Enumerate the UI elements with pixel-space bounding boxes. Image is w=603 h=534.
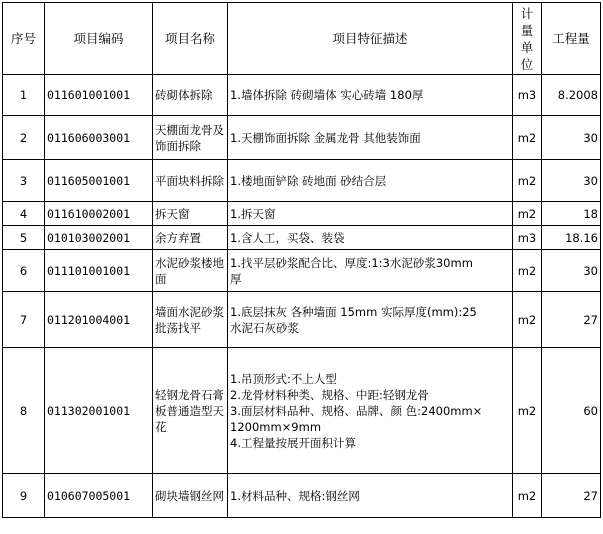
desc-line: 1.拆天窗 <box>230 206 276 221</box>
desc-line: 1.墙体拆除 砖砌墙体 实心砖墙 180厚 <box>230 88 424 102</box>
cell-name: 余方弃置 <box>153 226 228 250</box>
desc-line: 1.楼地面铲除 砖地面 砂结合层 <box>230 173 387 188</box>
cell-no: 4 <box>3 202 45 226</box>
cell-code: 011302001001 <box>45 348 153 474</box>
cell-name: 墙面水泥砂浆批荡找平 <box>153 292 228 348</box>
desc-line: 1.吊顶形式:不上人型 <box>230 371 337 386</box>
cell-qty: 60 <box>542 348 601 474</box>
cell-name: 水泥砂浆楼地面 <box>153 250 228 292</box>
header-name: 项目名称 <box>153 3 228 75</box>
cell-qty: 8.2008 <box>542 75 601 116</box>
cell-qty: 18 <box>542 202 601 226</box>
header-unit-line2: 单位 <box>520 39 534 72</box>
cell-desc <box>228 75 513 116</box>
desc-line: 2.龙骨材料种类、规格、中距:轻钢龙骨 <box>230 387 429 402</box>
header-no: 序号 <box>3 3 45 75</box>
cell-unit: m2 <box>513 348 542 474</box>
table-row <box>3 75 601 116</box>
header-unit <box>513 3 542 75</box>
desc-line: 1.材料品种、规格:钢丝网 <box>230 488 360 503</box>
table-row <box>3 116 601 160</box>
cell-desc <box>228 292 513 348</box>
table-row <box>3 226 601 250</box>
cell-no: 5 <box>3 226 45 250</box>
cell-qty: 30 <box>542 250 601 292</box>
header-desc: 项目特征描述 <box>228 3 513 75</box>
cell-unit: m2 <box>513 202 542 226</box>
cell-no: 8 <box>3 348 45 474</box>
cell-qty: 30 <box>542 160 601 202</box>
cell-code: 010607005001 <box>45 474 153 518</box>
bill-of-quantities-table <box>2 2 601 518</box>
cell-name: 天棚面龙骨及饰面拆除 <box>153 116 228 160</box>
cell-name: 轻钢龙骨石膏板普通造型天花 <box>153 348 228 474</box>
desc-line: 1.底层抹灰 各种墙面 15mm 实际厚度(mm):25 <box>230 304 477 319</box>
desc-line: 4.工程量按展开面积计算 <box>230 435 356 450</box>
desc-line: 1.天棚饰面拆除 金属龙骨 其他装饰面 <box>230 130 421 145</box>
table-row <box>3 250 601 292</box>
cell-desc <box>228 250 513 292</box>
cell-name: 拆天窗 <box>153 202 228 226</box>
desc-line: 厚 <box>230 271 242 286</box>
cell-unit: m2 <box>513 160 542 202</box>
table-row <box>3 474 601 518</box>
cell-no: 7 <box>3 292 45 348</box>
cell-name: 砌块墙钢丝网 <box>153 474 228 518</box>
desc-line: 水泥石灰砂浆 <box>230 320 299 335</box>
cell-unit: m2 <box>513 116 542 160</box>
table-row <box>3 202 601 226</box>
cell-unit: m2 <box>513 292 542 348</box>
cell-code: 011601001001 <box>45 75 153 116</box>
cell-no: 1 <box>3 75 45 116</box>
cell-desc <box>228 348 513 474</box>
table-row <box>3 348 601 474</box>
desc-line: 3.面层材料品种、规格、品牌、颜 色:2400mm× <box>230 403 483 418</box>
table-row <box>3 292 601 348</box>
cell-name: 砖砌体拆除 <box>153 75 228 116</box>
cell-qty: 18.16 <box>542 226 601 250</box>
desc-line: 1200mm×9mm <box>230 419 322 434</box>
cell-code: 011606003001 <box>45 116 153 160</box>
cell-name: 平面块料拆除 <box>153 160 228 202</box>
desc-line: 1.找平层砂浆配合比、厚度:1:3水泥砂浆30mm <box>230 255 473 270</box>
cell-desc <box>228 202 513 226</box>
cell-no: 6 <box>3 250 45 292</box>
desc-line: 1.含人工，买袋、装袋 <box>230 230 345 245</box>
cell-qty: 30 <box>542 116 601 160</box>
cell-desc <box>228 116 513 160</box>
cell-code: 010103002001 <box>45 226 153 250</box>
cell-desc <box>228 474 513 518</box>
cell-no: 2 <box>3 116 45 160</box>
cell-code: 011201004001 <box>45 292 153 348</box>
cell-desc <box>228 160 513 202</box>
cell-unit: m2 <box>513 474 542 518</box>
cell-unit: m3 <box>513 226 542 250</box>
header-code: 项目编码 <box>45 3 153 75</box>
cell-no: 9 <box>3 474 45 518</box>
cell-code: 011610002001 <box>45 202 153 226</box>
header-unit-line1: 计量 <box>520 5 534 38</box>
cell-unit: m3 <box>513 75 542 116</box>
header-qty: 工程量 <box>542 3 601 75</box>
table-row <box>3 160 601 202</box>
header-row <box>3 3 601 75</box>
cell-desc <box>228 226 513 250</box>
cell-qty: 27 <box>542 474 601 518</box>
cell-qty: 27 <box>542 292 601 348</box>
cell-code: 011101001001 <box>45 250 153 292</box>
cell-unit: m2 <box>513 250 542 292</box>
cell-no: 3 <box>3 160 45 202</box>
cell-code: 011605001001 <box>45 160 153 202</box>
